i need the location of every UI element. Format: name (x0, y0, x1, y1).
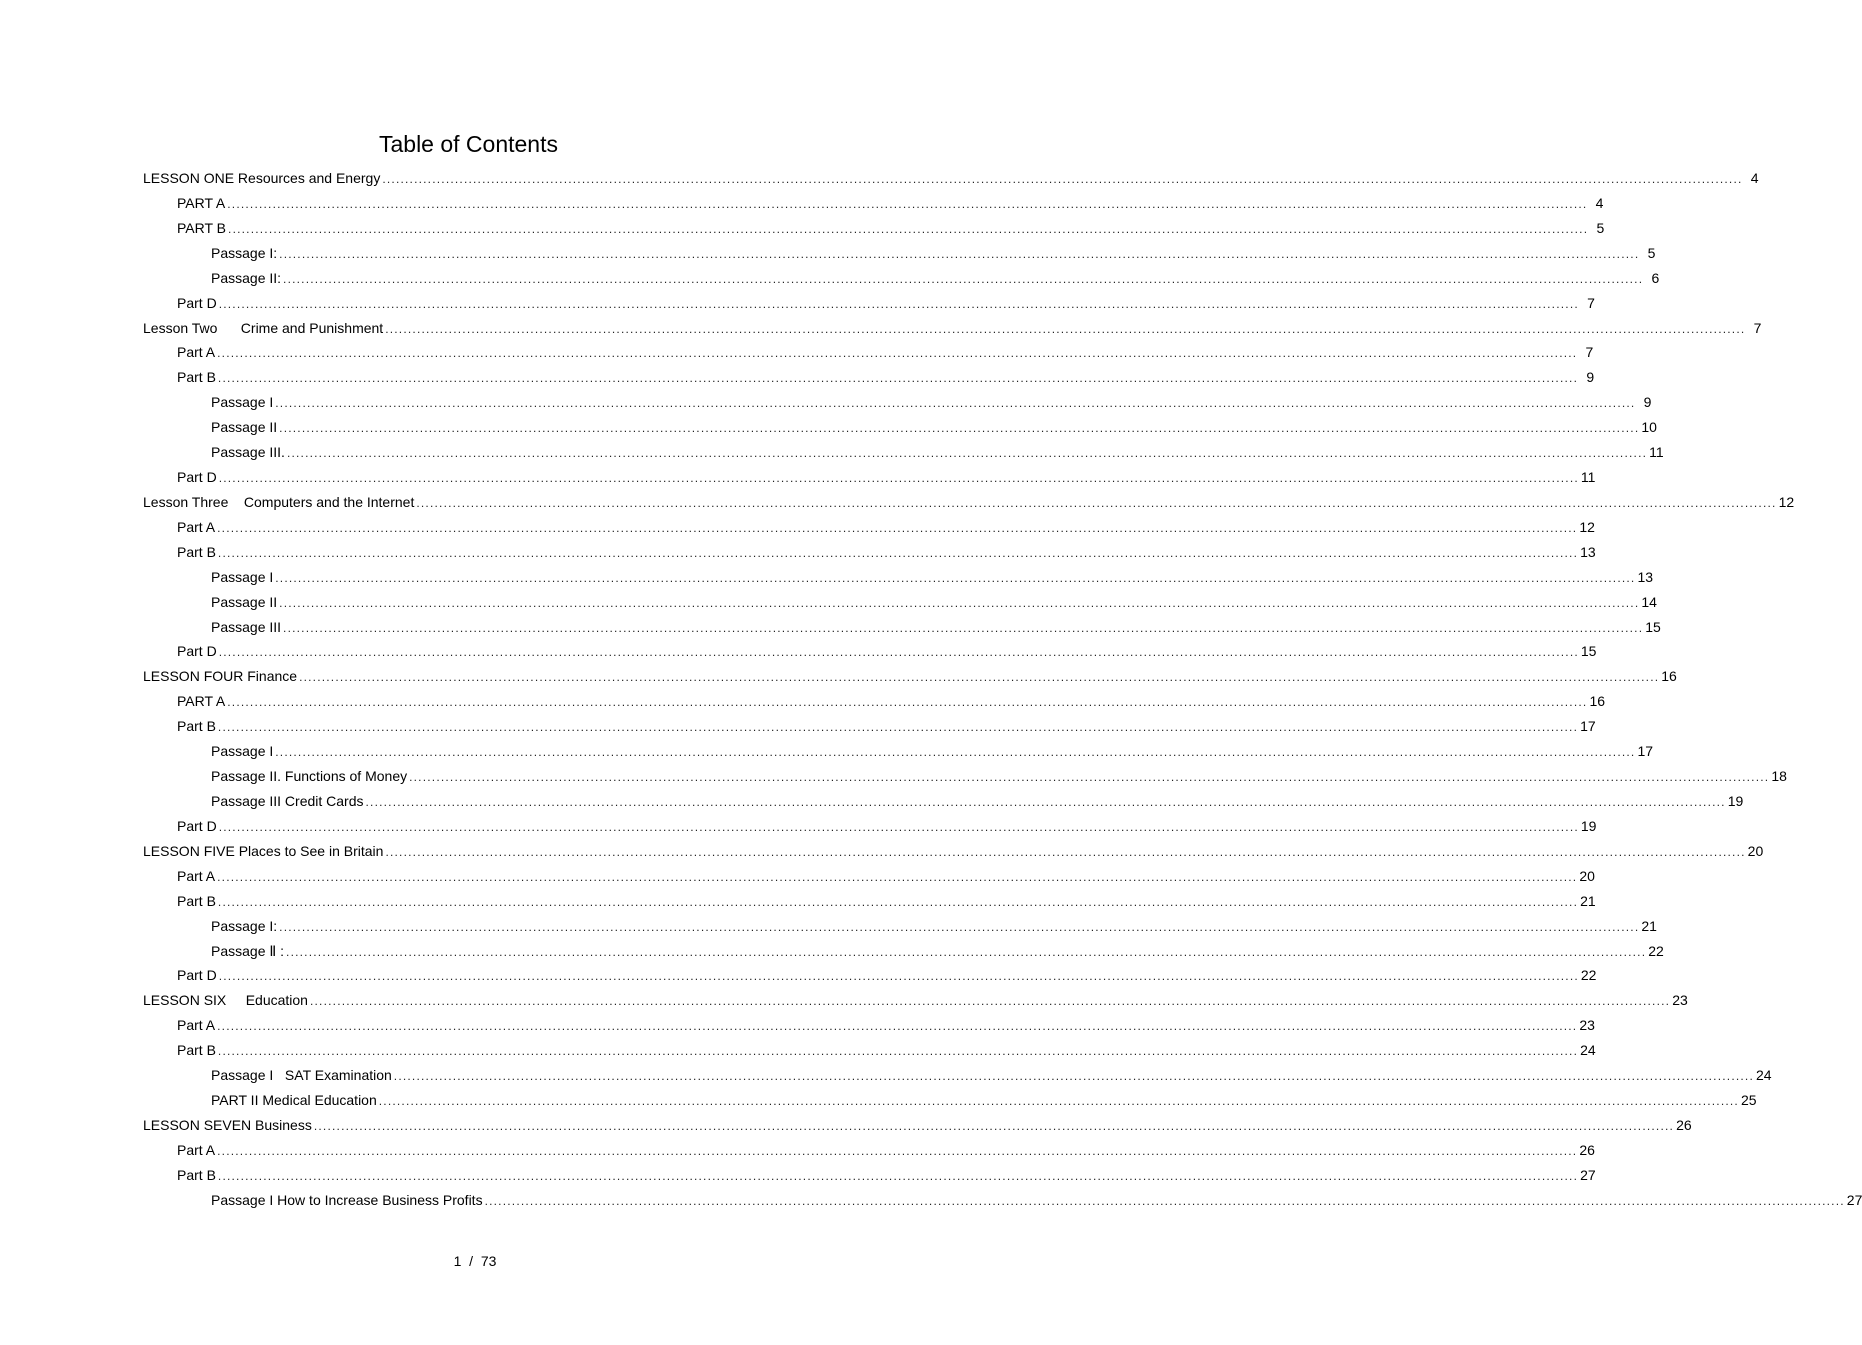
dot-leader: ............................................................................................................................................................................................................................................................................................................ (283, 272, 1644, 286)
toc-entry-label: Passage Ⅱ : (211, 943, 285, 959)
toc-entry[interactable] (211, 1090, 1757, 1110)
toc-entry[interactable] (177, 467, 1596, 487)
toc-entry-page-number: 23 (1579, 1017, 1595, 1033)
dot-leader: ............................................................................................................................................................................................................................................................................................................ (275, 571, 1636, 585)
dot-leader: ............................................................................................................................................................................................................................................................................................................ (217, 346, 1578, 360)
toc-entry-label: Part B (177, 544, 216, 560)
toc-entry-page-number: 13 (1637, 569, 1654, 585)
dot-leader: ............................................................................................................................................................................................................................................................................................................ (286, 945, 1647, 959)
toc-entry[interactable] (211, 268, 1660, 288)
toc-entry-page-number: 18 (1771, 768, 1787, 784)
toc-entry[interactable] (143, 666, 1677, 686)
toc-entry-page-number: 19 (1727, 793, 1744, 809)
toc-entry-page-number: 10 (1641, 419, 1657, 435)
toc-entry-page-number: 9 (1643, 394, 1652, 410)
toc-entry[interactable] (177, 1015, 1595, 1035)
toc-entry[interactable] (211, 1065, 1772, 1085)
toc-entry[interactable] (211, 243, 1656, 263)
toc-entry-label: LESSON SEVEN Business (143, 1117, 312, 1133)
toc-entry[interactable] (143, 492, 1795, 512)
dot-leader: ............................................................................................................................................................................................................................................................................................................ (313, 1119, 1675, 1133)
toc-entry-page-number: 7 (1587, 295, 1595, 311)
toc-entry-page-number: 16 (1661, 668, 1677, 684)
toc-entry[interactable] (177, 293, 1595, 313)
toc-entry-label: PART II Medical Education (211, 1092, 377, 1108)
toc-entry-page-number: 21 (1580, 893, 1596, 909)
dot-leader: ............................................................................................................................................................................................................................................................................................................ (279, 421, 1640, 435)
toc-entry-page-number: 7 (1585, 344, 1594, 360)
toc-entry-page-number: 4 (1750, 170, 1759, 186)
toc-entry-label: Part B (177, 893, 216, 909)
toc-entry-label: Passage II. Functions of Money (211, 768, 408, 784)
dot-leader: ............................................................................................................................................................................................................................................................................................................ (279, 247, 1640, 261)
toc-entry-page-number: 6 (1651, 270, 1660, 286)
toc-entry-label: Lesson Three Computers and the Internet (143, 494, 415, 510)
dot-leader: ............................................................................................................................................................................................................................................................................................................ (385, 322, 1746, 336)
dot-leader: ............................................................................................................................................................................................................................................................................................................ (365, 795, 1726, 809)
dot-leader: ............................................................................................................................................................................................................................................................................................................ (218, 297, 1579, 311)
toc-entry[interactable] (177, 965, 1597, 985)
toc-entry-label: Passage I (211, 569, 274, 585)
toc-entry-page-number: 26 (1676, 1117, 1692, 1133)
toc-entry[interactable] (211, 617, 1661, 637)
toc-entry[interactable] (143, 318, 1762, 338)
toc-entry-page-number: 20 (1747, 843, 1764, 859)
toc-entry-label: Part D (177, 469, 217, 485)
toc-entry[interactable] (211, 941, 1664, 961)
toc-entry[interactable] (177, 218, 1605, 238)
toc-entry-page-number: 17 (1580, 718, 1596, 734)
toc-entry-page-number: 5 (1596, 220, 1605, 236)
dot-leader: ............................................................................................................................................................................................................................................................................................................ (217, 1019, 1578, 1033)
dot-leader: ............................................................................................................................................................................................................................................................................................................ (299, 670, 1660, 684)
toc-entry-label: Part B (177, 1167, 216, 1183)
toc-entry[interactable] (177, 691, 1606, 711)
dot-leader: ............................................................................................................................................................................................................................................................................................................ (217, 895, 1579, 909)
dot-leader: ............................................................................................................................................................................................................................................................................................................ (279, 920, 1640, 934)
toc-entry[interactable] (177, 1140, 1595, 1160)
dot-leader: ............................................................................................................................................................................................................................................................................................................ (275, 396, 1636, 410)
toc-entry[interactable] (177, 816, 1597, 836)
dot-leader: ............................................................................................................................................................................................................................................................................................................ (283, 621, 1644, 635)
toc-entry[interactable] (143, 1115, 1692, 1135)
toc-entry-page-number: 15 (1580, 643, 1597, 659)
toc-entry-page-number: 11 (1580, 469, 1596, 485)
toc-entry[interactable] (211, 392, 1652, 412)
toc-entry-page-number: 23 (1672, 992, 1688, 1008)
page-title: Table of Contents (378, 131, 558, 157)
page-number-footer: 1 / 73 (453, 1253, 497, 1269)
toc-entry-label: Part D (177, 818, 217, 834)
toc-entry-label: Part A (177, 1142, 216, 1158)
dot-leader: ............................................................................................................................................................................................................................................................................................................ (217, 1169, 1579, 1183)
toc-entry-label: Part B (177, 1042, 216, 1058)
toc-entry-label: Passage II (211, 594, 278, 610)
dot-leader: ............................................................................................................................................................................................................................................................................................................ (218, 969, 1579, 983)
dot-leader: ............................................................................................................................................................................................................................................................................................................ (217, 371, 1579, 385)
dot-leader: ............................................................................................................................................................................................................................................................................................................ (218, 820, 1579, 834)
toc-entry-label: Passage I How to Increase Business Profits (211, 1192, 483, 1208)
toc-entry-label: Passage III. (211, 444, 285, 460)
toc-entry-page-number: 24 (1756, 1067, 1772, 1083)
toc-entry-page-number: 25 (1740, 1092, 1757, 1108)
toc-entry[interactable] (211, 567, 1654, 587)
toc-entry[interactable] (177, 517, 1595, 537)
dot-leader: ............................................................................................................................................................................................................................................................................................................ (416, 496, 1777, 510)
dot-leader: ............................................................................................................................................................................................................................................................................................................ (275, 745, 1636, 759)
toc-entry-page-number: 27 (1846, 1192, 1862, 1208)
toc-entry[interactable] (177, 1040, 1596, 1060)
toc-entry-label: Passage III (211, 619, 282, 635)
toc-entry-page-number: 22 (1648, 943, 1664, 959)
toc-entry-label: Part D (177, 643, 217, 659)
toc-entry-page-number: 20 (1579, 868, 1595, 884)
toc-entry-page-number: 17 (1637, 743, 1654, 759)
dot-leader: ............................................................................................................................................................................................................................................................................................................ (217, 720, 1579, 734)
dot-leader: ............................................................................................................................................................................................................................................................................................................ (217, 546, 1579, 560)
toc-entry-page-number: 11 (1649, 444, 1664, 460)
toc-entry[interactable] (177, 866, 1595, 886)
dot-leader: ............................................................................................................................................................................................................................................................................................................ (227, 197, 1588, 211)
toc-entry-page-number: 22 (1580, 967, 1597, 983)
toc-entry-label: Part B (177, 718, 216, 734)
dot-leader: ............................................................................................................................................................................................................................................................................................................ (217, 1044, 1579, 1058)
toc-entry-page-number: 12 (1778, 494, 1795, 510)
toc-entry-label: LESSON FOUR Finance (143, 668, 298, 684)
toc-entry[interactable] (211, 916, 1657, 936)
toc-entry-page-number: 26 (1579, 1142, 1595, 1158)
toc-entry-label: Passage II: (211, 270, 282, 286)
toc-entry-page-number: 14 (1641, 594, 1657, 610)
toc-entry[interactable] (211, 741, 1654, 761)
toc-entry-label: Passage I: (211, 245, 278, 261)
toc-entry[interactable] (177, 1165, 1596, 1185)
toc-entry-label: Lesson Two Crime and Punishment (143, 320, 384, 336)
toc-entry-page-number: 15 (1645, 619, 1661, 635)
dot-leader: ............................................................................................................................................................................................................................................................................................................ (385, 845, 1746, 859)
toc-entry-page-number: 9 (1586, 369, 1595, 385)
dot-leader: ............................................................................................................................................................................................................................................................................................................ (409, 770, 1770, 784)
toc-entry-page-number: 27 (1580, 1167, 1596, 1183)
dot-leader: ............................................................................................................................................................................................................................................................................................................ (279, 596, 1640, 610)
toc-entry[interactable] (211, 766, 1787, 786)
toc-entry-page-number: 7 (1753, 320, 1762, 336)
toc-entry-label: LESSON SIX Education (143, 992, 308, 1008)
toc-entry[interactable] (177, 891, 1596, 911)
toc-entry-page-number: 5 (1647, 245, 1656, 261)
toc-entry-label: Part A (177, 344, 216, 360)
toc-entry[interactable] (143, 168, 1759, 188)
dot-leader: ............................................................................................................................................................................................................................................................................................................ (228, 222, 1589, 236)
dot-leader: ............................................................................................................................................................................................................................................................................................................ (227, 695, 1588, 709)
toc-entry-label: PART B (177, 220, 227, 236)
dot-leader: ............................................................................................................................................................................................................................................................................................................ (382, 172, 1743, 186)
toc-entry-page-number: 16 (1589, 693, 1606, 709)
dot-leader: ............................................................................................................................................................................................................................................................................................................ (309, 994, 1671, 1008)
toc-entry[interactable] (177, 641, 1597, 661)
toc-entry-label: Part D (177, 967, 217, 983)
dot-leader: ............................................................................................................................................................................................................................................................................................................ (378, 1094, 1739, 1108)
dot-leader: ............................................................................................................................................................................................................................................................................................................ (217, 870, 1578, 884)
toc-entry-label: PART A (177, 195, 226, 211)
toc-entry[interactable] (177, 542, 1596, 562)
toc-entry[interactable] (177, 716, 1596, 736)
dot-leader: ............................................................................................................................................................................................................................................................................................................ (218, 645, 1579, 659)
toc-entry[interactable] (211, 592, 1657, 612)
toc-entry-label: Passage I (211, 743, 274, 759)
toc-entry-label: Part A (177, 868, 216, 884)
toc-entry-page-number: 19 (1580, 818, 1597, 834)
toc-entry-label: Passage I: (211, 918, 278, 934)
dot-leader: ............................................................................................................................................................................................................................................................................................................ (484, 1194, 1845, 1208)
toc-entry-label: Part A (177, 1017, 216, 1033)
dot-leader: ............................................................................................................................................................................................................................................................................................................ (217, 521, 1578, 535)
toc-entry[interactable] (211, 1190, 1862, 1210)
toc-entry-page-number: 12 (1579, 519, 1595, 535)
toc-entry-label: Passage II (211, 419, 278, 435)
toc-entry-label: LESSON ONE Resources and Energy (143, 170, 381, 186)
toc-entry[interactable] (211, 417, 1657, 437)
toc-entry[interactable] (143, 990, 1688, 1010)
toc-entry[interactable] (177, 342, 1594, 362)
toc-entry[interactable] (177, 193, 1604, 213)
toc-entry[interactable] (143, 841, 1764, 861)
toc-entry-page-number: 4 (1595, 195, 1604, 211)
dot-leader: ............................................................................................................................................................................................................................................................................................................ (218, 471, 1579, 485)
toc-entry-label: PART A (177, 693, 226, 709)
toc-entry-page-number: 13 (1580, 544, 1596, 560)
toc-entry-label: Part A (177, 519, 216, 535)
toc-entry-label: LESSON FIVE Places to See in Britain (143, 843, 384, 859)
dot-leader: ............................................................................................................................................................................................................................................................................................................ (217, 1144, 1578, 1158)
toc-entry-page-number: 21 (1641, 918, 1657, 934)
toc-entry[interactable] (211, 791, 1744, 811)
toc-entry-label: Passage I (211, 394, 274, 410)
toc-entry-label: Passage I SAT Examination (211, 1067, 392, 1083)
toc-entry-label: Part B (177, 369, 216, 385)
toc-entry-label: Passage III Credit Cards (211, 793, 364, 809)
toc-entry-page-number: 24 (1580, 1042, 1596, 1058)
dot-leader: ............................................................................................................................................................................................................................................................................................................ (393, 1069, 1754, 1083)
toc-entry-label: Part D (177, 295, 217, 311)
toc-entry[interactable] (177, 367, 1595, 387)
toc-entry[interactable] (211, 442, 1664, 462)
dot-leader: ............................................................................................................................................................................................................................................................................................................ (286, 446, 1648, 460)
